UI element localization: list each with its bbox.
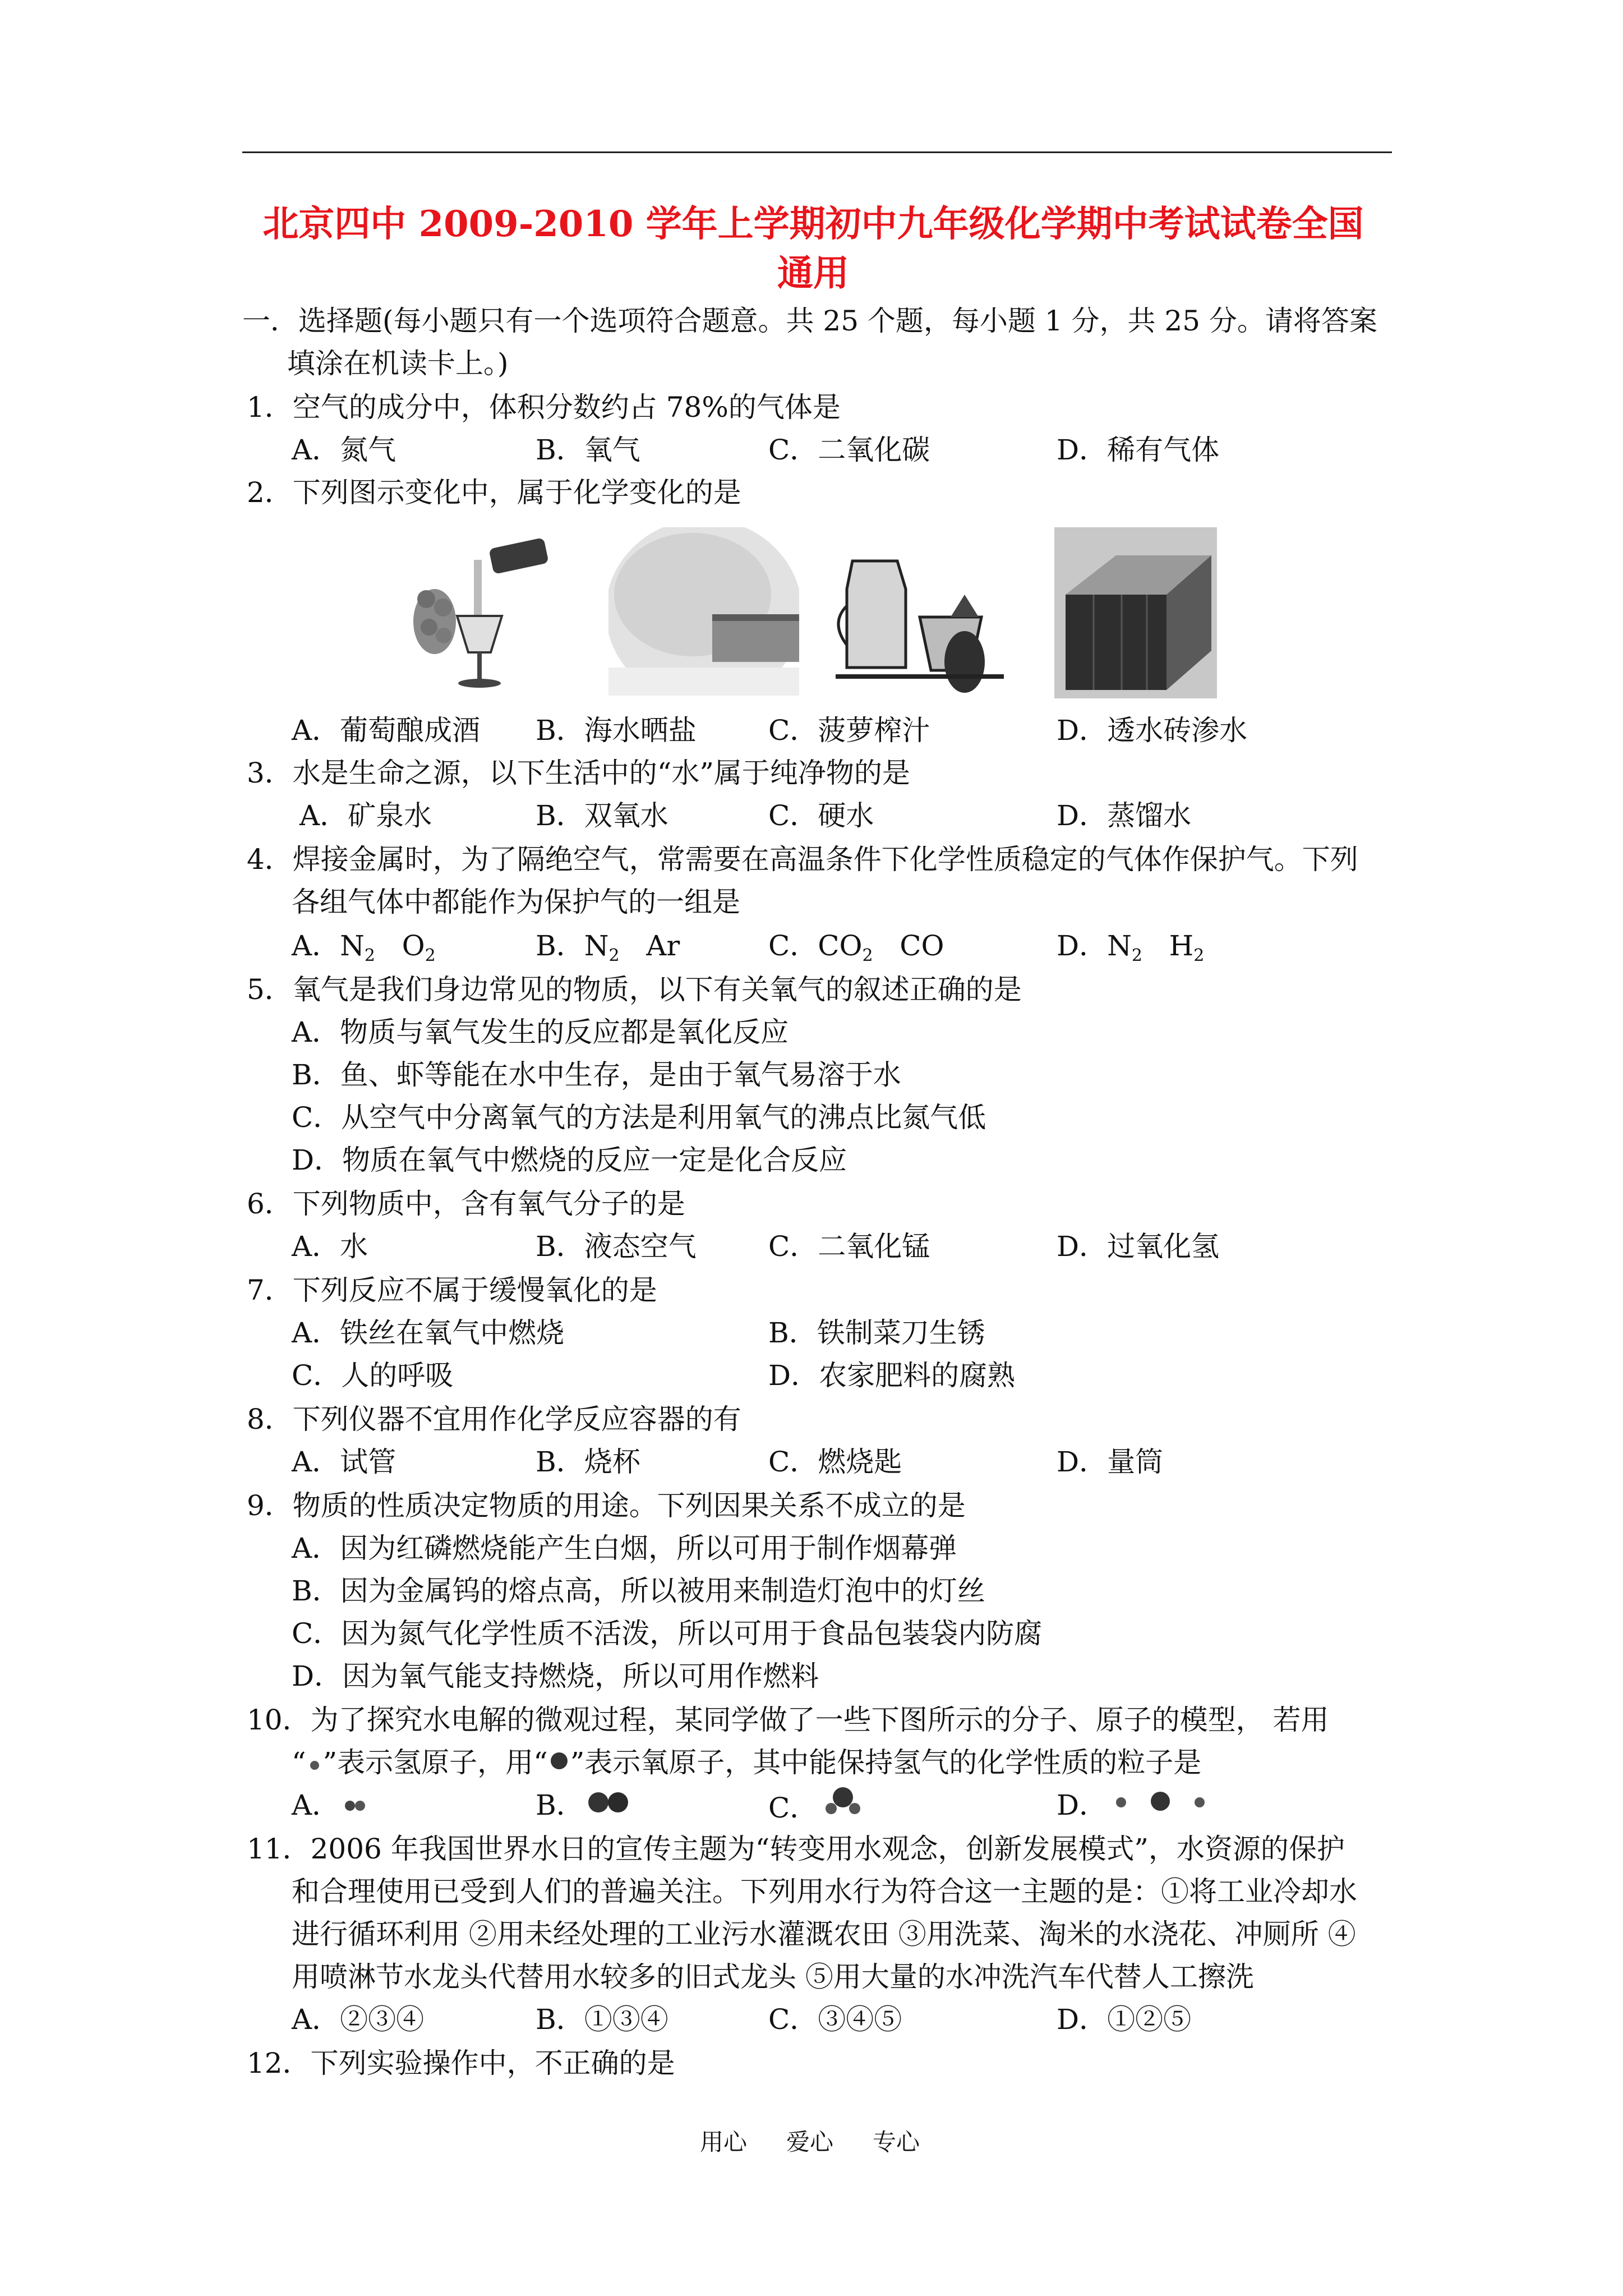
q9-option-c: C．因为氮气化学性质不活泼，所以可用于食品包装袋内防腐 bbox=[292, 1617, 1043, 1650]
q9-option-a: A．因为红磷燃烧能产生白烟，所以可用于制作烟幕弹 bbox=[292, 1532, 957, 1565]
q9-option-d: D．因为氧气能支持燃烧，所以可用作燃料 bbox=[292, 1660, 819, 1692]
q7-option-c: C．人的呼吸 bbox=[292, 1359, 454, 1392]
oxygen-molecule-icon bbox=[584, 1787, 635, 1815]
permeable-brick-image bbox=[1054, 527, 1217, 698]
q5-option-c: C．从空气中分离氧气的方法是利用氧气的沸点比氮气低 bbox=[292, 1101, 986, 1134]
q11-option-d: D．①②⑤ bbox=[1057, 2003, 1192, 2036]
q6-option-a: A．水 bbox=[292, 1230, 368, 1263]
section-intro-continued: 填涂在机读卡上。) bbox=[287, 347, 509, 380]
q1-option-a: A．氮气 bbox=[292, 434, 396, 466]
question-9-stem: 9．物质的性质决定物质的用途。下列因果关系不成立的是 bbox=[247, 1489, 966, 1522]
q8-option-c: C．燃烧匙 bbox=[768, 1446, 902, 1478]
q6-option-d: D．过氧化氢 bbox=[1057, 1230, 1220, 1263]
q4-option-d: D．$N_2$ $H_2$ bbox=[1057, 930, 1205, 965]
question-8-stem: 8．下列仪器不宜用作化学反应容器的有 bbox=[247, 1403, 741, 1435]
question-10-stem-continued: “ ”表示氢原子，用“ ”表示氧原子，其中能保持氢气的化学性质的粒子是 bbox=[292, 1746, 1202, 1779]
question-11-stem-line2: 和合理使用已受到人们的普遍关注。下列用水行为符合这一主题的是：①将工业冷却水 bbox=[292, 1875, 1357, 1908]
q1-option-c: C．二氧化碳 bbox=[768, 434, 930, 466]
question-1-stem: 1．空气的成分中，体积分数约占 78%的气体是 bbox=[247, 391, 841, 424]
q11-option-c: C．③④⑤ bbox=[768, 2003, 902, 2036]
oxygen-atom-icon bbox=[548, 1750, 570, 1772]
q10-option-c: C． bbox=[768, 1784, 868, 1829]
page-title: 北京四中 2009-2010 学年上学期初中九年级化学期中考试试卷全国 bbox=[262, 203, 1364, 245]
q7-option-d: D．农家肥料的腐熟 bbox=[768, 1359, 1016, 1392]
q5-option-d: D．物质在氧气中燃烧的反应一定是化合反应 bbox=[292, 1144, 847, 1176]
q5-option-b: B．鱼、虾等能在水中生存，是由于氧气易溶于水 bbox=[292, 1059, 901, 1091]
q3-option-c: C．硬水 bbox=[768, 799, 874, 832]
q9-option-b: B．因为金属钨的熔点高，所以被用来制造灯泡中的灯丝 bbox=[292, 1575, 985, 1607]
q10-option-a: A． bbox=[292, 1784, 374, 1826]
grape-wine-image bbox=[395, 532, 558, 694]
question-11-stem-line3: 进行循环利用 ②用未经处理的工业污水灌溉农田 ③用洗菜、淘米的水浇花、冲厕所 ④ bbox=[292, 1918, 1356, 1950]
question-4-stem-continued: 各组气体中都能作为保护气的一组是 bbox=[292, 886, 740, 918]
q6-option-b: B．液态空气 bbox=[536, 1230, 697, 1263]
q8-option-a: A．试管 bbox=[292, 1446, 396, 1478]
water-molecule-icon bbox=[818, 1784, 868, 1818]
q7-option-b: B．铁制菜刀生锈 bbox=[768, 1317, 985, 1349]
question-2-stem: 2．下列图示变化中，属于化学变化的是 bbox=[247, 476, 741, 509]
question-11-stem: 11．2006 年我国世界水日的宣传主题为“转变用水观念，创新发展模式”，水资源的保护 bbox=[247, 1833, 1345, 1865]
q1-option-d: D．稀有气体 bbox=[1057, 434, 1220, 466]
question-7-stem: 7．下列反应不属于缓慢氧化的是 bbox=[247, 1274, 657, 1306]
q10-option-b: B． bbox=[536, 1784, 635, 1826]
q2-option-b: B．海水晒盐 bbox=[536, 714, 697, 747]
question-11-stem-line4: 用喷淋节水龙头代替用水较多的旧式龙头 ⑤用大量的水冲洗汽车代替人工擦洗 bbox=[292, 1961, 1254, 1993]
question-4-stem: 4．焊接金属时，为了隔绝空气，常需要在高温条件下化学性质稳定的气体作保护气。下列 bbox=[247, 843, 1358, 876]
q7-option-a: A．铁丝在氧气中燃烧 bbox=[292, 1317, 565, 1349]
q11-option-b: B．①③④ bbox=[536, 2003, 668, 2036]
section-intro: 一．选择题(每小题只有一个选项符合题意。共 25 个题，每小题 1 分，共 25 分。请将答案 bbox=[242, 305, 1377, 337]
hydrogen-atom-icon bbox=[306, 1755, 323, 1772]
q10-option-d: D． bbox=[1057, 1784, 1214, 1826]
question-12-stem: 12．下列实验操作中，不正确的是 bbox=[247, 2047, 675, 2079]
sea-salt-image bbox=[608, 527, 799, 696]
q2-option-a: A．葡萄酿成酒 bbox=[292, 714, 481, 747]
q3-option-d: D．蒸馏水 bbox=[1057, 799, 1192, 832]
q11-option-a: A．②③④ bbox=[292, 2003, 425, 2036]
pineapple-juice-image bbox=[836, 527, 1004, 698]
question-6-stem: 6．下列物质中，含有氧气分子的是 bbox=[247, 1188, 685, 1220]
q8-option-d: D．量筒 bbox=[1057, 1446, 1164, 1478]
hydrogen-molecule-icon bbox=[340, 1792, 374, 1815]
q3-option-a: A．矿泉水 bbox=[299, 799, 432, 832]
separate-atoms-icon bbox=[1107, 1787, 1214, 1815]
q2-option-c: C．菠萝榨汁 bbox=[768, 714, 930, 747]
q4-option-b: B．$N_2$ Ar bbox=[536, 930, 680, 965]
q6-option-c: C．二氧化锰 bbox=[768, 1230, 930, 1263]
q3-option-b: B．双氧水 bbox=[536, 799, 668, 832]
q1-option-b: B．氧气 bbox=[536, 434, 640, 466]
question-3-stem: 3．水是生命之源，以下生活中的“水”属于纯净物的是 bbox=[247, 757, 910, 789]
header-rule bbox=[242, 151, 1392, 153]
question-10-stem: 10．为了探究水电解的微观过程，某同学做了一些下图所示的分子、原子的模型， 若用 bbox=[247, 1704, 1329, 1736]
question-5-stem: 5．氧气是我们身边常见的物质，以下有关氧气的叙述正确的是 bbox=[247, 973, 1022, 1006]
page-footer: 用心 爱心 专心 bbox=[700, 2128, 920, 2156]
q5-option-a: A．物质与氧气发生的反应都是氧化反应 bbox=[292, 1016, 789, 1048]
q8-option-b: B．烧杯 bbox=[536, 1446, 640, 1478]
page-title-continued: 通用 bbox=[777, 252, 849, 295]
q2-option-d: D．透水砖渗水 bbox=[1057, 714, 1248, 747]
q4-option-a: A．$N_2$ $O_2$ bbox=[292, 930, 436, 965]
q4-option-c: C．$CO_2$ CO bbox=[768, 930, 944, 965]
